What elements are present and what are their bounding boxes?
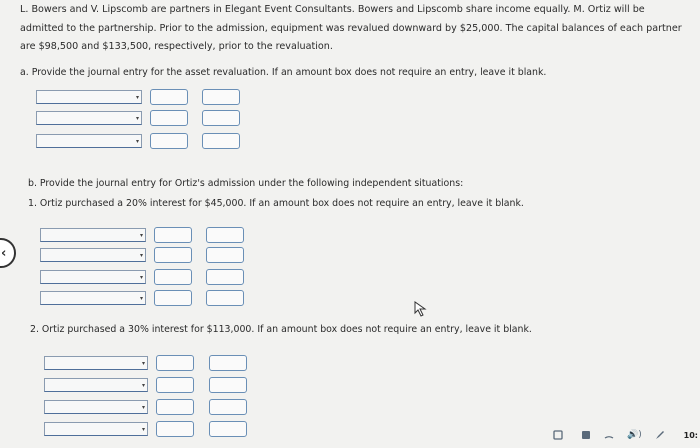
account-dropdown[interactable] (36, 90, 142, 104)
account-dropdown[interactable] (40, 248, 146, 262)
volume-icon[interactable]: 🔊) (627, 430, 642, 440)
chevron-down-icon: ▾ (141, 426, 145, 433)
credit-amount-input[interactable] (202, 133, 240, 149)
tray-app-icon[interactable] (553, 430, 563, 443)
chevron-down-icon: ▾ (139, 274, 143, 281)
debit-amount-input[interactable] (154, 269, 192, 285)
account-dropdown[interactable] (36, 134, 142, 148)
debit-amount-input[interactable] (156, 377, 194, 393)
back-button[interactable] (0, 238, 16, 268)
mouse-cursor-icon (414, 301, 428, 317)
chevron-down-icon: ▾ (135, 138, 139, 145)
chevron-down-icon: ▾ (135, 94, 139, 101)
account-dropdown[interactable] (40, 228, 146, 242)
debit-amount-input[interactable] (156, 399, 194, 415)
credit-amount-input[interactable] (206, 269, 244, 285)
chevron-down-icon: ▾ (141, 404, 145, 411)
pen-icon[interactable] (655, 430, 665, 443)
chevron-down-icon: ▾ (139, 232, 143, 239)
part-b-instructions: b. Provide the journal entry for Ortiz's admission under the following independent situations: (28, 178, 464, 189)
problem-intro: L. Bowers and V. Lipscomb are partners in Elegant Event Consultants. Bowers and Lipscomb share income equally. M. Ortiz will be admitted to the partnership. Prior to the admission, equipment was revalued downward by $25,000. The capital balances of each partner are $98,500 and $133,500, respectively, prior to the revaluation. (20, 4, 682, 52)
account-dropdown[interactable] (44, 400, 148, 414)
account-dropdown[interactable] (44, 422, 148, 436)
credit-amount-input[interactable] (209, 421, 247, 437)
chevron-down-icon: ▾ (139, 295, 143, 302)
credit-amount-input[interactable] (206, 227, 244, 243)
debit-amount-input[interactable] (154, 247, 192, 263)
credit-amount-input[interactable] (202, 89, 240, 105)
account-dropdown[interactable] (40, 291, 146, 305)
account-dropdown[interactable] (44, 356, 148, 370)
credit-amount-input[interactable] (206, 247, 244, 263)
tray-app-icon[interactable] (581, 430, 591, 443)
debit-amount-input[interactable] (154, 290, 192, 306)
credit-amount-input[interactable] (209, 355, 247, 371)
situation-1-instructions: 1. Ortiz purchased a 20% interest for $45,000. If an amount box does not require an entry, leave it blank. (28, 198, 524, 209)
credit-amount-input[interactable] (209, 399, 247, 415)
debit-amount-input[interactable] (150, 89, 188, 105)
debit-amount-input[interactable] (156, 355, 194, 371)
debit-amount-input[interactable] (150, 110, 188, 126)
chevron-left-icon: ‹ (1, 246, 7, 261)
network-icon[interactable] (604, 430, 614, 443)
account-dropdown[interactable] (40, 270, 146, 284)
taskbar-clock[interactable]: 10: (683, 431, 698, 440)
part-a-instructions: a. Provide the journal entry for the asset revaluation. If an amount box does not require an entry, leave it blank. (20, 67, 547, 78)
credit-amount-input[interactable] (209, 377, 247, 393)
debit-amount-input[interactable] (156, 421, 194, 437)
credit-amount-input[interactable] (206, 290, 244, 306)
situation-2-instructions: 2. Ortiz purchased a 30% interest for $113,000. If an amount box does not require an entry, leave it blank. (30, 324, 532, 335)
account-dropdown[interactable] (36, 111, 142, 125)
debit-amount-input[interactable] (150, 133, 188, 149)
chevron-down-icon: ▾ (139, 252, 143, 259)
chevron-down-icon: ▾ (141, 360, 145, 367)
credit-amount-input[interactable] (202, 110, 240, 126)
debit-amount-input[interactable] (154, 227, 192, 243)
chevron-down-icon: ▾ (141, 382, 145, 389)
chevron-down-icon: ▾ (135, 115, 139, 122)
account-dropdown[interactable] (44, 378, 148, 392)
